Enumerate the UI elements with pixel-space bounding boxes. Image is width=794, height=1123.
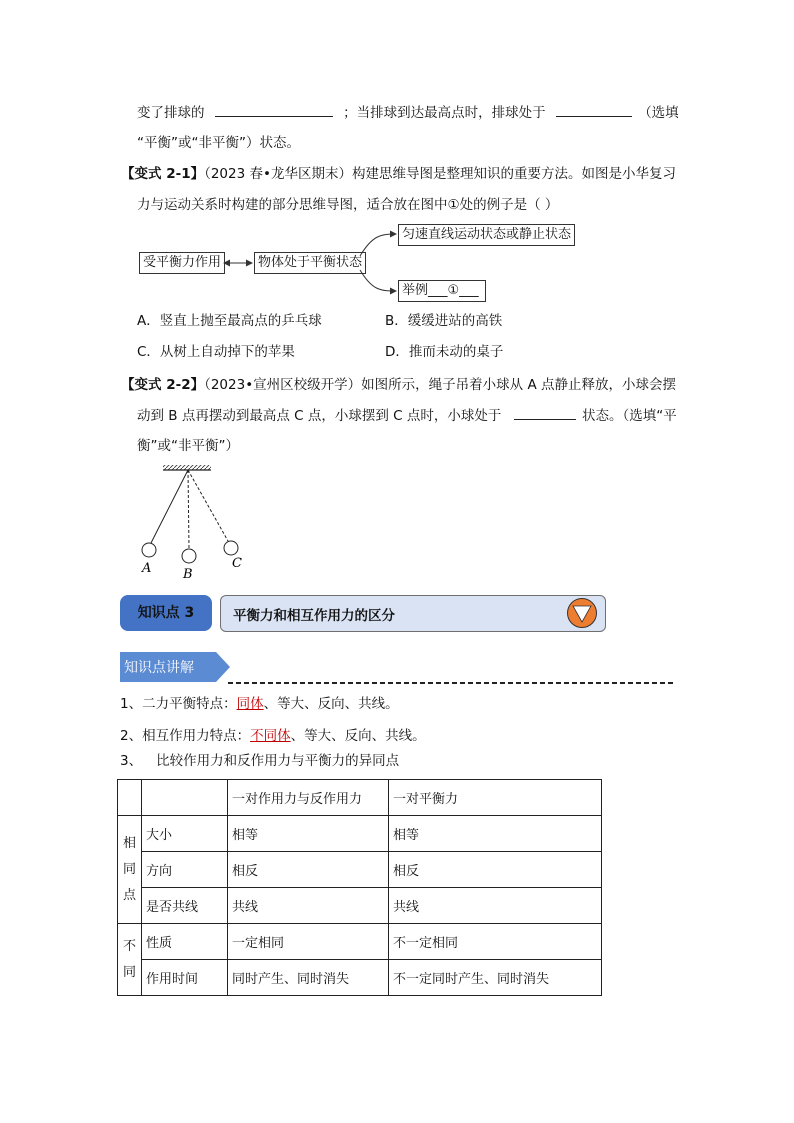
table-cell: 不一定同时产生、同时消失 <box>389 960 602 996</box>
label-c: C <box>232 556 242 571</box>
group-label-diff: 不同 <box>118 924 142 996</box>
table-header-cell: 一对平衡力 <box>389 780 602 816</box>
table-cell: 相等 <box>228 816 389 852</box>
point-text: 、等大、反向、共线。 <box>263 696 399 712</box>
pendulum-figure <box>130 460 260 585</box>
table-row <box>118 816 602 852</box>
table-cell: 作用时间 <box>142 960 228 996</box>
highlight-text: 同体 <box>236 696 264 712</box>
knowledge-point-title-bar <box>220 595 606 632</box>
table-header-cell: 一对作用力与反作用力 <box>228 780 389 816</box>
table-row <box>118 924 602 960</box>
string-c <box>188 470 228 541</box>
variant-tag: 【变式 2-2】 <box>121 377 205 393</box>
table-cell: 性质 <box>142 924 228 960</box>
string-b <box>188 470 189 549</box>
mindmap-center-box: 物体处于平衡状态 <box>254 252 366 274</box>
table-cell: 相反 <box>389 852 602 888</box>
variant-text: （2023•宣州区校级开学）如图所示，绳子吊着小球从 A 点静止释放，小球会摆 <box>204 377 676 393</box>
mindmap-top-box: 匀速直线运动状态或静止状态 <box>398 224 575 246</box>
prev-question-line2: “平衡”或“非平衡”）状态。 <box>137 135 300 151</box>
point-1 <box>120 694 399 714</box>
arrow-to-top <box>360 234 396 256</box>
table-row <box>118 888 602 924</box>
label-b: B <box>183 567 193 582</box>
point-text: 、等大、反向、共线。 <box>290 728 426 744</box>
point-number: 3、 <box>120 753 143 769</box>
option-c[interactable]: C．从树上自动掉下的苹果 <box>137 344 295 360</box>
table-row <box>118 852 602 888</box>
option-d[interactable]: D．推而未动的桌子 <box>385 344 504 360</box>
prev-text-a: 变了排球的 <box>137 105 205 121</box>
subheader-label: 知识点讲解 <box>124 660 194 676</box>
ceiling-hatch <box>163 465 211 470</box>
arrow-to-bottom <box>360 270 396 291</box>
variant-2-1-line2: 力与运动关系时构建的部分思维导图，适合放在图中①处的例子是（ ） <box>137 197 559 213</box>
table-cell: 不一定相同 <box>389 924 602 960</box>
table-header-row <box>118 780 602 816</box>
variant-text: 状态。（选填“平 <box>581 408 677 424</box>
table-cell <box>142 780 228 816</box>
option-a[interactable]: A．竖直上抛至最高点的乒乓球 <box>137 313 322 329</box>
table-cell: 共线 <box>389 888 602 924</box>
subheader-ribbon <box>120 652 680 686</box>
table-cell: 共线 <box>228 888 389 924</box>
ball-c <box>224 541 238 555</box>
table-cell: 同时产生、同时消失 <box>228 960 389 996</box>
point-2 <box>120 726 426 746</box>
table-cell: 相反 <box>228 852 389 888</box>
ball-b <box>182 549 196 563</box>
mindmap-connectors <box>0 0 794 320</box>
highlight-text: 不同体 <box>250 728 291 744</box>
point-text: 2、相互作用力特点： <box>120 728 251 744</box>
point-3 <box>120 751 399 771</box>
table-row <box>118 960 602 996</box>
option-b[interactable]: B．缓缓进站的高铁 <box>385 313 503 329</box>
variant-2-2-line2 <box>137 405 677 426</box>
point-text: 比较作用力和反作用力与平衡力的异同点 <box>156 753 400 769</box>
knowledge-point-badge: 知识点 3 <box>120 595 212 631</box>
variant-text: （2023 春•龙华区期末）构建思维导图是整理知识的重要方法。如图是小华复习 <box>204 166 676 182</box>
answer-blank[interactable] <box>514 405 576 420</box>
table-cell: 一定相同 <box>228 924 389 960</box>
prev-text-b: ；当排球到达最高点时，排球处于 <box>343 105 546 121</box>
label-a: A <box>142 561 152 576</box>
ball-a <box>142 543 156 557</box>
comparison-table <box>117 779 602 996</box>
table-cell: 是否共线 <box>142 888 228 924</box>
variant-text: 动到 B 点再摆动到最高点 C 点，小球摆到 C 点时，小球处于 <box>137 408 502 424</box>
prev-text-c: （选填 <box>638 105 679 121</box>
point-text: 1、二力平衡特点： <box>120 696 237 712</box>
mindmap-bottom-box: 举例___①___ <box>398 280 486 302</box>
string-a <box>151 470 188 543</box>
table-cell: 方向 <box>142 852 228 888</box>
variant-2-2-line3: 衡”或“非平衡”） <box>137 438 239 454</box>
knowledge-point-title: 平衡力和相互作用力的区分 <box>233 608 395 624</box>
table-cell: 大小 <box>142 816 228 852</box>
variant-tag: 【变式 2-1】 <box>121 166 205 182</box>
chevron-down-icon[interactable] <box>566 597 598 629</box>
table-cell: 相等 <box>389 816 602 852</box>
variant-2-2-line1 <box>121 375 676 395</box>
group-label-same: 相同点 <box>118 816 142 924</box>
mindmap-left-box: 受平衡力作用 <box>139 252 225 274</box>
table-cell <box>118 780 142 816</box>
